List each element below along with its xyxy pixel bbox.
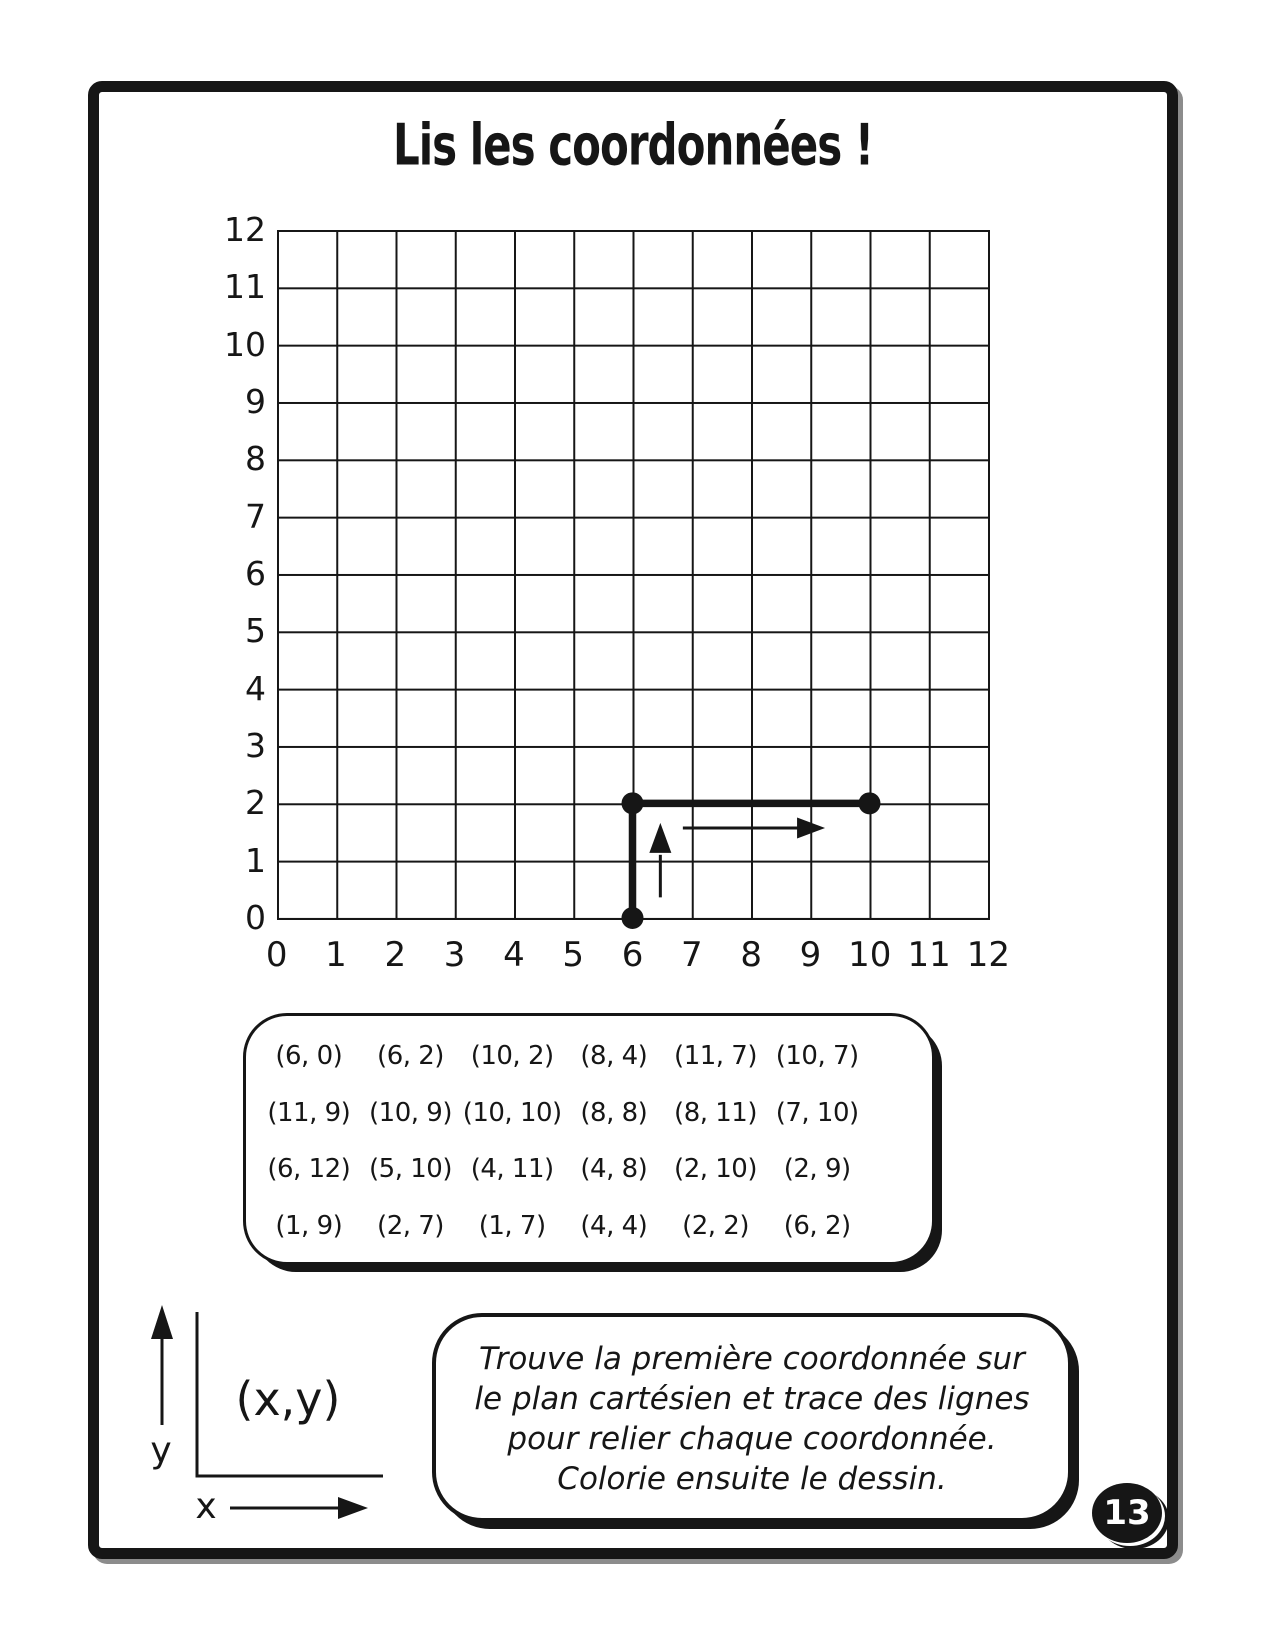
right-guide-arrowhead-icon	[797, 817, 825, 838]
coordinate-pair: (6, 2)	[377, 1041, 444, 1072]
coordinates-list-box	[243, 1013, 935, 1265]
x-tick-label-0: 0	[265, 935, 288, 975]
x-tick-label-9: 9	[799, 935, 822, 975]
x-tick-label-12: 12	[966, 935, 1011, 975]
y-axis-label: y	[150, 1430, 172, 1471]
coordinate-pair: (2, 7)	[377, 1210, 444, 1241]
instructions-bubble	[432, 1313, 1072, 1522]
x-tick-label-10: 10	[848, 935, 892, 975]
y-tick-label-11: 11	[224, 267, 266, 307]
coordinate-pair: (8, 4)	[580, 1041, 648, 1072]
instruction-line: pour relier chaque coordonnée.	[507, 1420, 997, 1457]
coordinate-pair: (5, 10)	[369, 1154, 452, 1185]
coordinate-pair: (2, 10)	[674, 1154, 757, 1185]
x-tick-label-4: 4	[503, 935, 525, 975]
y-tick-label-7: 7	[245, 496, 266, 536]
coordinate-pair: (4, 11)	[470, 1154, 554, 1185]
up-guide-arrowhead-icon	[649, 823, 671, 853]
coordinates-row	[258, 1098, 868, 1128]
y-tick-label-5: 5	[245, 611, 266, 651]
coordinate-pair: (10, 9)	[369, 1097, 452, 1128]
coordinate-pair: (4, 4)	[580, 1210, 648, 1241]
x-arrowhead-icon	[338, 1497, 368, 1519]
coordinate-pair: (10, 7)	[775, 1041, 859, 1072]
y-tick-label-6: 6	[245, 553, 266, 593]
coordinate-pair: (2, 2)	[682, 1210, 749, 1241]
coordinate-pair: (10, 2)	[470, 1041, 554, 1072]
instruction-line: Colorie ensuite le dessin.	[557, 1460, 947, 1497]
coordinate-pair: (11, 7)	[674, 1041, 757, 1072]
coordinate-pair: (6, 0)	[275, 1041, 343, 1072]
instruction-line: le plan cartésien et trace des lignes	[474, 1380, 1030, 1417]
drawn-path-overlay	[277, 230, 988, 918]
x-tick-label-11: 11	[907, 935, 951, 975]
xy-notation-label: (x,y)	[235, 1372, 341, 1426]
coordinate-pair: (1, 7)	[478, 1210, 546, 1241]
coordinate-pair: (6, 2)	[783, 1210, 851, 1241]
y-arrowhead-icon	[151, 1305, 173, 1339]
x-tick-label-5: 5	[562, 935, 585, 975]
x-axis-tick-labels	[247, 936, 1018, 974]
path-point-dot	[622, 907, 644, 929]
instruction-line: Trouve la première coordonnée sur	[479, 1340, 1025, 1377]
y-tick-label-12: 12	[224, 210, 266, 249]
example-path-line	[633, 803, 870, 918]
coordinate-pair: (1, 9)	[275, 1210, 343, 1241]
coordinate-pair: (8, 8)	[580, 1097, 648, 1128]
coordinate-pair: (6, 12)	[267, 1154, 351, 1185]
coordinates-row	[258, 1041, 868, 1071]
y-tick-label-0: 0	[245, 897, 266, 937]
x-tick-label-1: 1	[325, 935, 347, 975]
y-tick-label-1: 1	[245, 840, 266, 880]
coordinates-row	[258, 1211, 868, 1241]
coordinate-pair: (4, 8)	[580, 1154, 648, 1185]
x-tick-label-8: 8	[740, 935, 762, 975]
y-tick-label-10: 10	[224, 324, 266, 364]
y-tick-label-8: 8	[245, 439, 266, 479]
coordinate-pair: (10, 10)	[462, 1097, 562, 1128]
y-tick-label-3: 3	[245, 725, 266, 765]
coordinates-row	[258, 1154, 868, 1184]
path-point-dot	[859, 792, 881, 814]
page-number-badge	[1092, 1483, 1162, 1543]
x-tick-label-2: 2	[384, 935, 407, 975]
y-tick-label-4: 4	[245, 668, 266, 708]
y-axis-tick-labels	[150, 210, 266, 937]
page-title: Lis les coordonnées !	[392, 112, 874, 179]
page-number: 13	[1103, 1493, 1151, 1533]
y-tick-label-9: 9	[245, 381, 266, 421]
coordinate-pair: (8, 11)	[674, 1097, 757, 1128]
y-tick-label-2: 2	[245, 783, 266, 823]
x-tick-label-7: 7	[681, 935, 703, 975]
badge-circle	[1092, 1483, 1162, 1543]
x-tick-label-6: 6	[621, 935, 644, 975]
coordinate-pair: (7, 10)	[775, 1097, 859, 1128]
path-point-dot	[622, 792, 644, 814]
x-axis-label: x	[195, 1486, 217, 1527]
coordinate-pair: (11, 9)	[267, 1097, 351, 1128]
x-tick-label-3: 3	[443, 935, 466, 975]
coordinate-pair: (2, 9)	[783, 1154, 851, 1185]
